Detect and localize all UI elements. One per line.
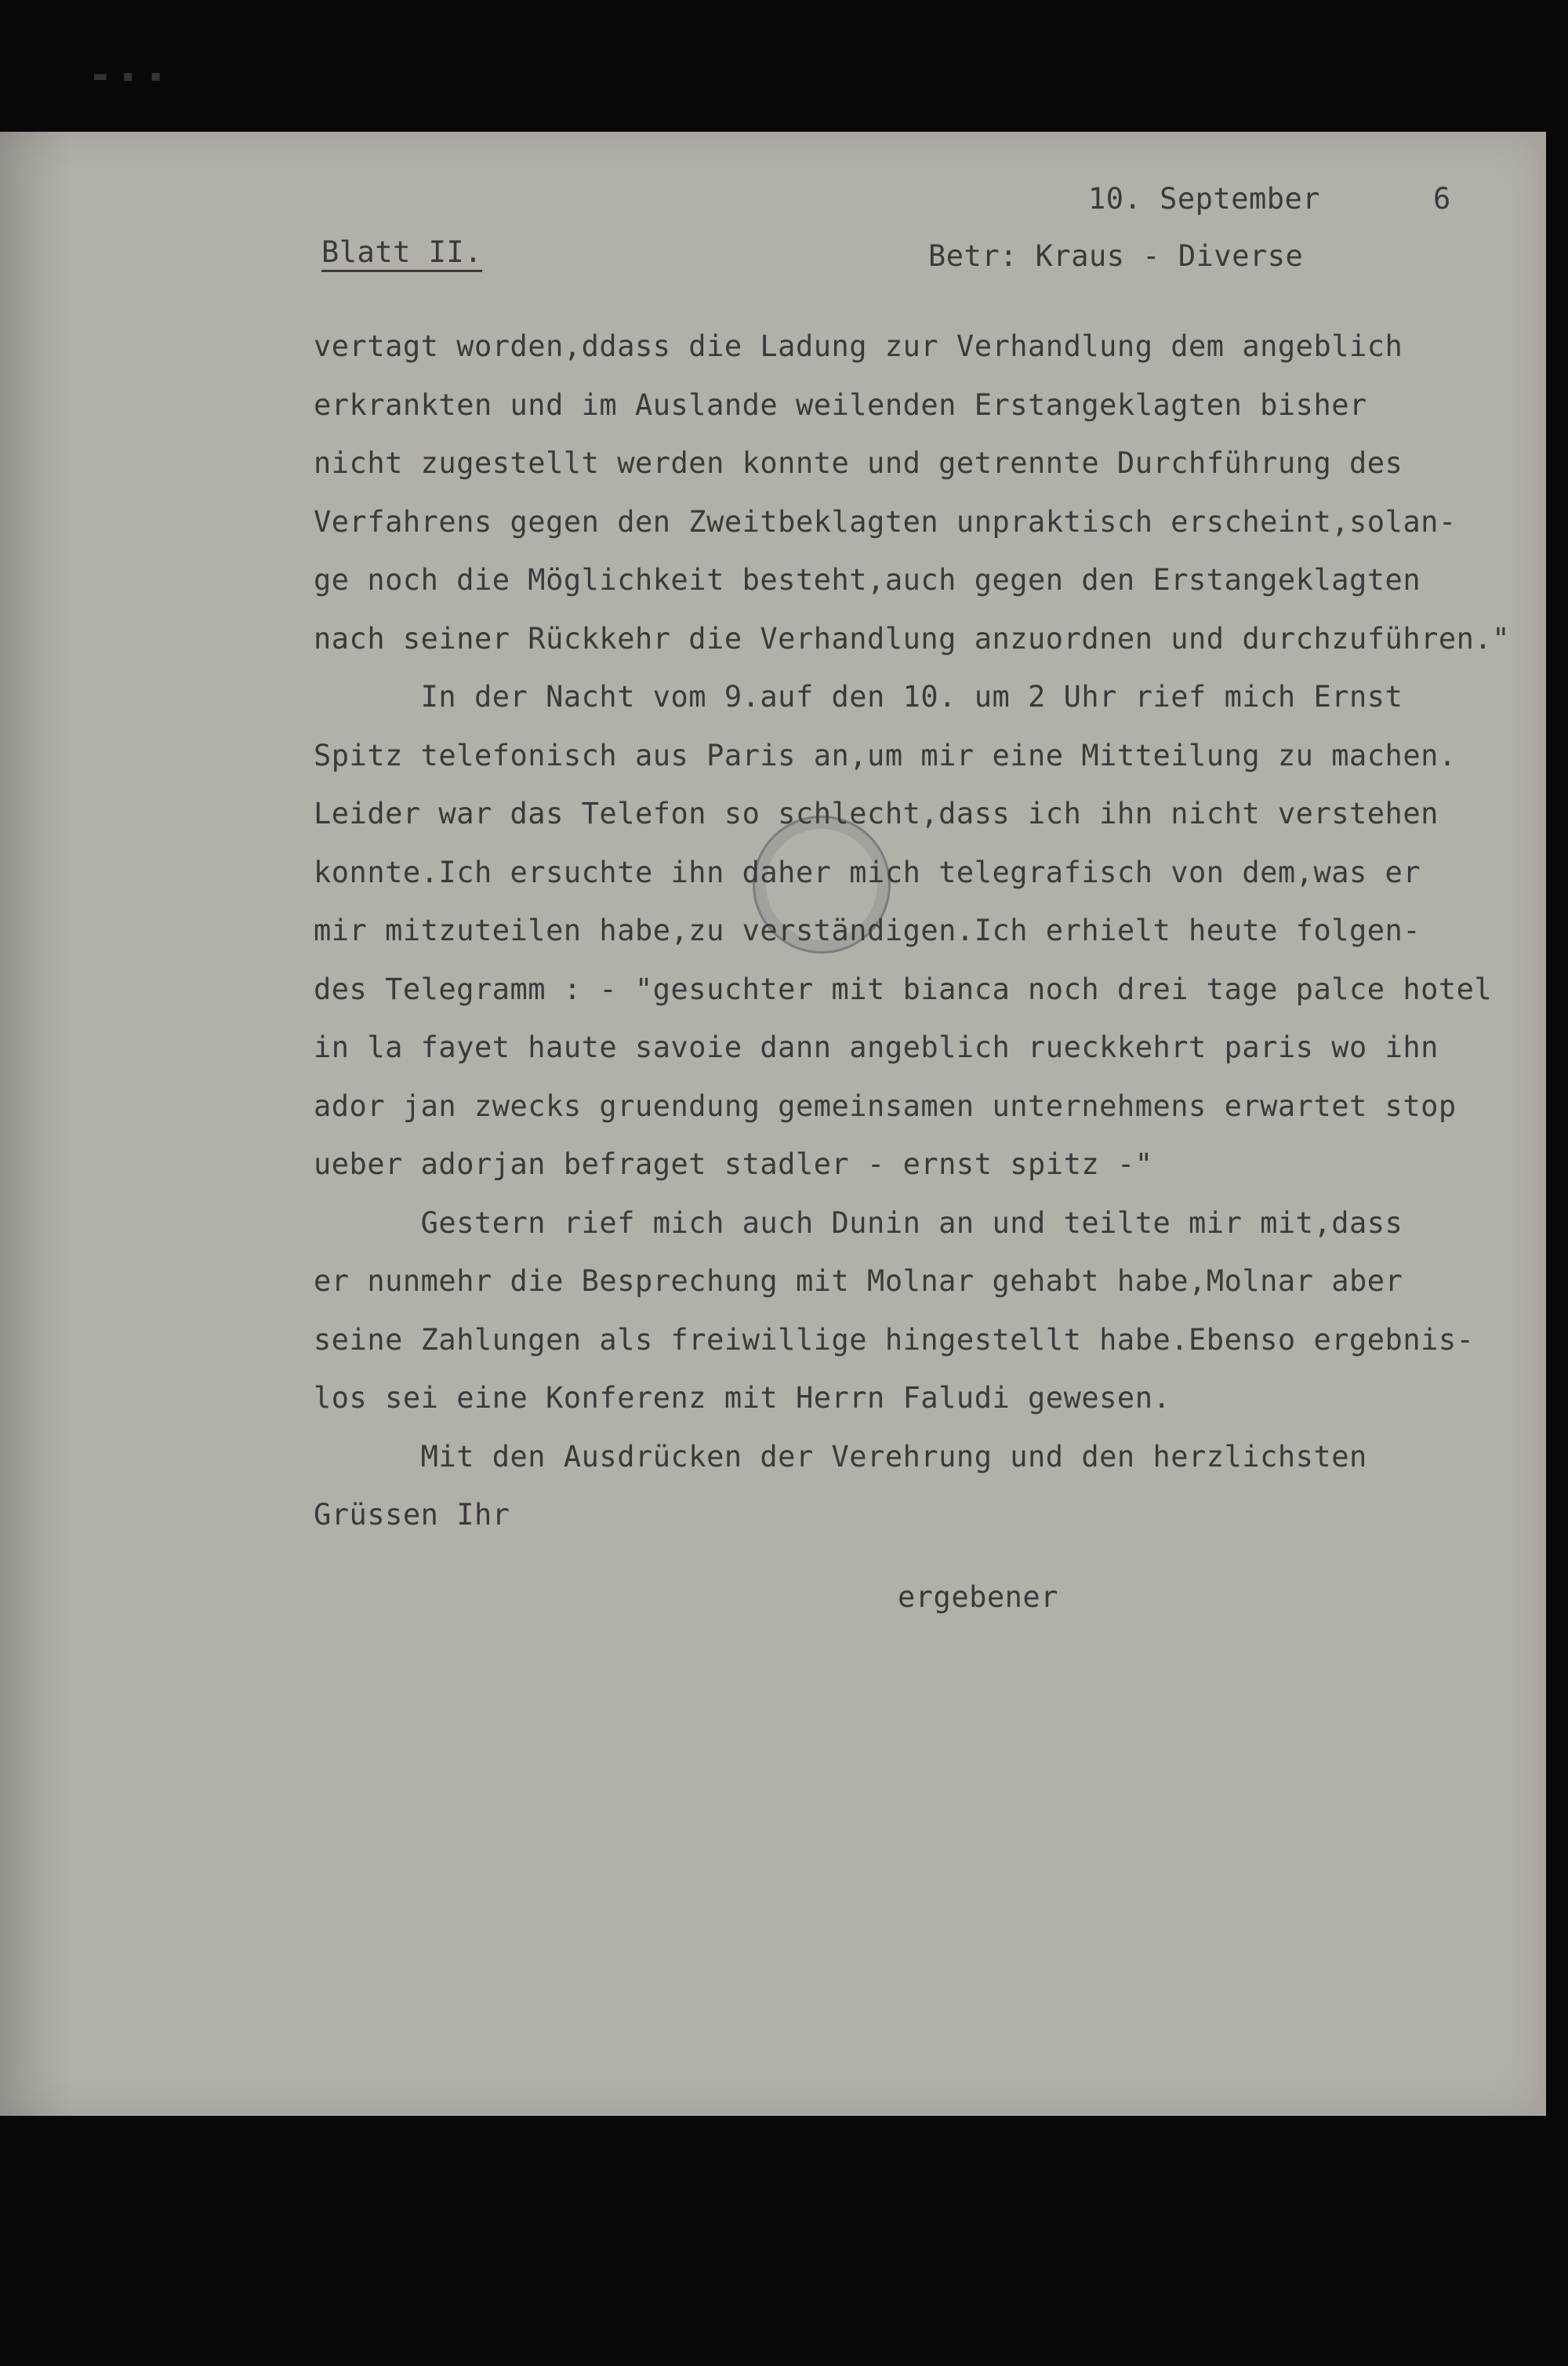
page-number: 6 (1433, 182, 1451, 216)
body-line: mir mitzuteilen habe,zu verständigen.Ich erhielt heute folgen- (314, 914, 1421, 947)
body-line: los sei eine Konferenz mit Herrn Faludi gewesen. (314, 1381, 1171, 1415)
body-line: Verfahrens gegen den Zweitbeklagten unpraktisch erscheint,solan- (314, 504, 1457, 539)
sheet-label: Blatt II. (321, 235, 482, 269)
body-line: nach seiner Rückkehr die Verhandlung anzuordnen und durchzuführen." (314, 621, 1510, 656)
body-line: er nunmehr die Besprechung mit Molnar gehabt habe,Molnar aber (314, 1264, 1403, 1298)
body-line: Spitz telefonisch aus Paris an,um mir eine Mitteilung zu machen. (314, 738, 1457, 772)
body-line: Gestern rief mich auch Dunin an und teilte mir mit,dass (314, 1205, 1403, 1240)
body-line: ador jan zwecks gruendung gemeinsamen unternehmens erwartet stop (314, 1089, 1457, 1123)
body-line: Mit den Ausdrücken der Verehrung und den herzlichsten (314, 1439, 1367, 1474)
body-line: ge noch die Möglichkeit besteht,auch gegen den Erstangeklagten (314, 563, 1421, 597)
body-line: In der Nacht vom 9.auf den 10. um 2 Uhr rief mich Ernst (314, 680, 1403, 714)
body-line: Grüssen Ihr (314, 1498, 510, 1532)
letter-body (314, 318, 1510, 1545)
body-line: erkrankten und im Auslande weilenden Erstangeklagten bisher (314, 387, 1367, 422)
body-line: ueber adorjan befraget stadler - ernst spitz -" (314, 1147, 1153, 1181)
body-line: in la fayet haute savoie dann angeblich rueckkehrt paris wo ihn (314, 1030, 1439, 1064)
faint-stamp (753, 816, 891, 954)
page-edge (1538, 132, 1546, 2116)
body-line: des Telegramm : - "gesuchter mit bianca noch drei tage palce hotel (314, 972, 1493, 1006)
subject-line: Betr: Kraus - Diverse (928, 239, 1304, 273)
page-shadow (0, 132, 71, 2116)
body-line: vertagt worden,ddass die Ladung zur Verhandlung dem angeblich (314, 329, 1403, 363)
letter-date: 10. September (1088, 182, 1321, 216)
closing-salutation: ergebener (898, 1580, 1058, 1614)
body-line: konnte.Ich ersuchte ihn daher mich telegrafisch von dem,was er (314, 855, 1421, 889)
body-line: Leider war das Telefon so schlecht,dass ich ihn nicht verstehen (314, 797, 1439, 830)
body-line: seine Zahlungen als freiwillige hingestellt habe.Ebenso ergebnis- (314, 1322, 1475, 1357)
body-line: nicht zugestellt werden konnte und getrennte Durchführung des (314, 446, 1403, 480)
margin-mark: ▬ ▪ ▪ (94, 64, 164, 88)
